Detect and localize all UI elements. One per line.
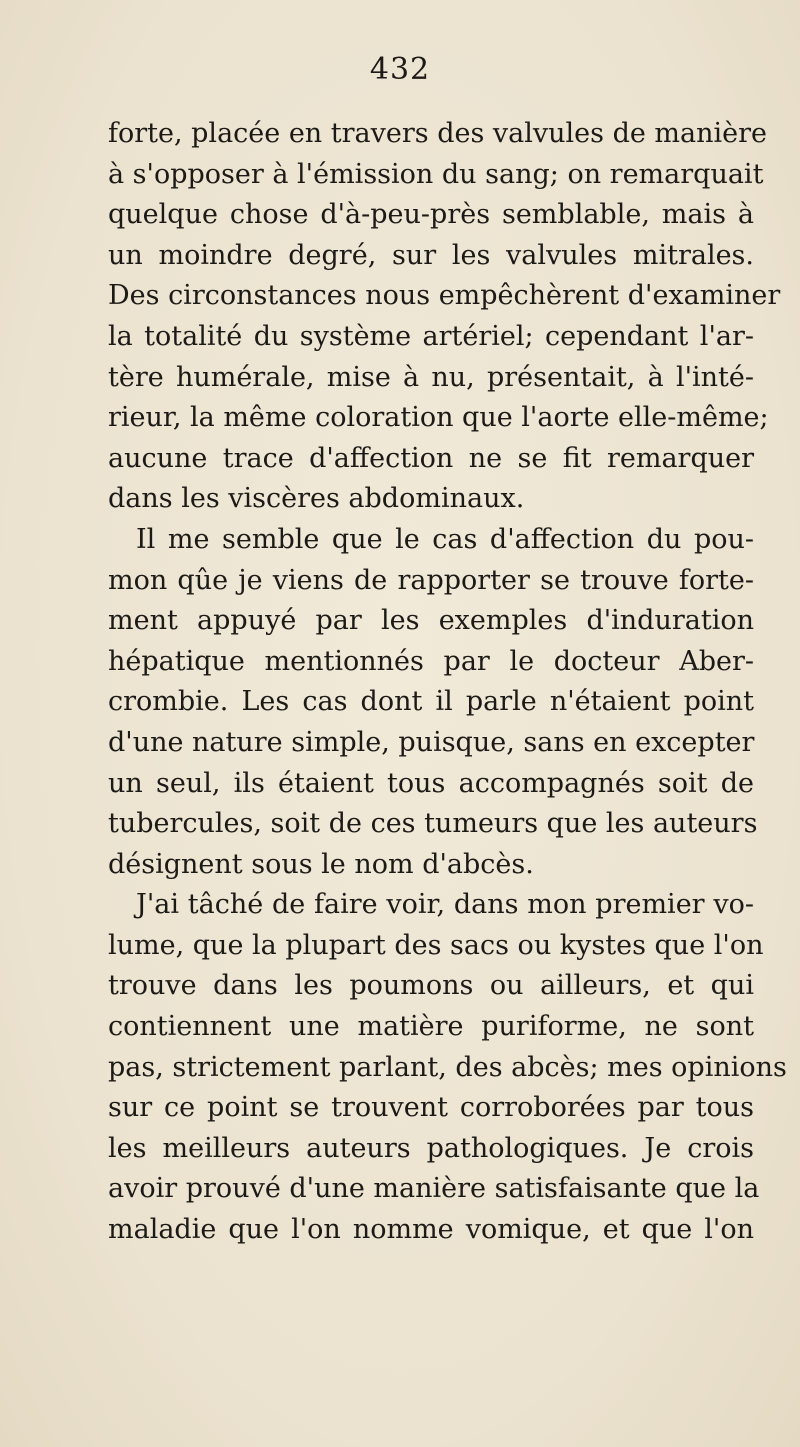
text-line: désignent sous le nom d'abcès. xyxy=(108,848,534,880)
text-line: hépatique mentionnés par le docteur Aber- xyxy=(108,645,754,677)
text-line: crombie. Les cas dont il parle n'étaient point xyxy=(108,686,754,718)
text-line: ment appuyé par les exemples d'induration xyxy=(108,605,754,637)
text-line: mon qûe je viens de rapporter se trouve forte- xyxy=(108,564,754,596)
text-line: trouve dans les poumons ou ailleurs, et qui xyxy=(108,970,754,1002)
text-line: quelque chose d'à-peu-près semblable, mais à xyxy=(108,199,754,231)
text-line: Il me semble que le cas d'affection du pou- xyxy=(136,523,754,555)
text-line: maladie que l'on nomme vomique, et que l'on xyxy=(108,1214,754,1246)
text-line: J'ai tâché de faire voir, dans mon premier vo- xyxy=(136,889,754,921)
text-line: forte, placée en travers des valvules de manière xyxy=(108,118,768,149)
text-line: un seul, ils étaient tous accompagnés soit de xyxy=(108,767,754,799)
text-line: les meilleurs auteurs pathologiques. Je crois xyxy=(108,1132,754,1164)
page-number: 432 xyxy=(369,52,431,87)
text-line: pas, strictement parlant, des abcès; mes opinions xyxy=(108,1051,787,1083)
text-line: avoir prouvé d'une manière satisfaisante que la xyxy=(108,1173,760,1205)
text-line: sur ce point se trouvent corroborées par tous xyxy=(108,1092,754,1124)
text-line: la totalité du système artériel; cependant l'ar- xyxy=(108,320,754,352)
text-line: tère humérale, mise à nu, présentait, à l'inté- xyxy=(108,361,754,393)
body-text xyxy=(108,114,787,1251)
text-line: rieur, la même coloration que l'aorte elle-même; xyxy=(108,402,769,434)
text-line: un moindre degré, sur les valvules mitrales. xyxy=(108,239,754,271)
text-line: Des circonstances nous empêchèrent d'examiner xyxy=(108,280,781,312)
text-line: d'une nature simple, puisque, sans en excepter xyxy=(108,726,755,758)
text-line: dans les viscères abdominaux. xyxy=(108,483,525,515)
text-line: à s'opposer à l'émission du sang; on remarquait xyxy=(108,158,764,190)
text-line: aucune trace d'affection ne se fit remarquer xyxy=(108,442,754,474)
text-line: contiennent une matière puriforme, ne sont xyxy=(108,1011,754,1043)
text-line: lume, que la plupart des sacs ou kystes que l'on xyxy=(108,929,764,961)
text-line: tubercules, soit de ces tumeurs que les auteurs xyxy=(108,808,758,840)
